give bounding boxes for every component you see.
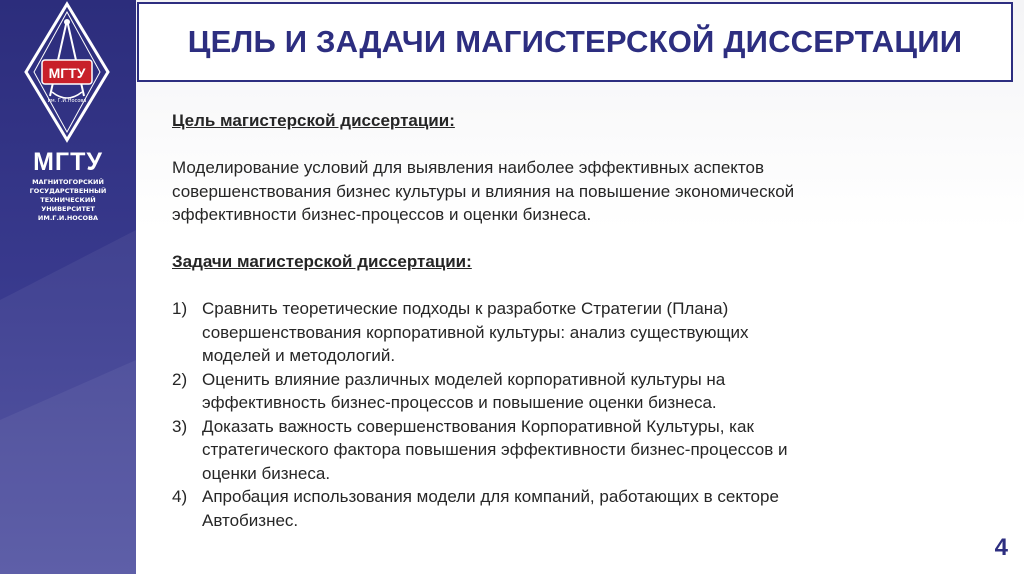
slide-content [172,109,962,532]
university-name-line: УНИВЕРСИТЕТ [41,205,95,213]
spacer [172,274,962,298]
task-text-line: совершенствования корпоративной культуры: анализ существующих [202,322,749,342]
task-number: 2) [172,369,188,389]
goal-text-line: совершенствования бизнес культуры и влияния на повышение экономической [172,181,795,201]
goal-text [172,156,962,227]
goal-text-line: эффективности бизнес-процессов и оценки бизнеса. [172,205,592,224]
task-text-line: Автобизнес. [202,510,299,530]
task-number: 4) [172,487,188,506]
task-number: 1) [172,299,188,318]
task-text-line: стратегического фактора повышения эффективности бизнес-процессов и [202,440,788,459]
goal-heading: Цель магистерской диссертации: [172,111,455,130]
task-text [202,415,962,486]
list-item [172,297,962,368]
task-text [202,485,962,532]
spacer [172,133,962,157]
task-text-line: Сравнить теоретические подходы к разработке Стратегии (Плана) [202,299,729,318]
tasks-heading: Задачи магистерской диссертации: [172,252,472,271]
list-item [172,485,962,532]
page-number: 4 [994,534,1008,561]
university-name-line: ТЕХНИЧЕСКИЙ [40,196,96,204]
goal-text-line: Моделирование условий для выявления наиболее эффективных аспектов [172,158,765,177]
sidebar [0,0,136,574]
task-text-line: оценки бизнеса. [202,463,331,483]
university-name-line: МАГНИТОГОРСКИЙ [32,178,104,186]
university-full-name [0,178,136,223]
university-name-line: ИМ.Г.И.НОСОВА [37,214,99,222]
task-number: 3) [172,416,188,436]
task-text [202,368,962,415]
logo-caption: им. Г.И.Носова [47,98,87,104]
university-name-line: ГОСУДАРСТВЕННЫЙ [29,187,107,195]
title-box [137,2,1013,82]
task-text-line: моделей и методологий. [202,346,396,365]
slide-title: ЦЕЛЬ И ЗАДАЧИ МАГИСТЕРСКОЙ ДИССЕРТАЦИИ [187,24,963,59]
list-item [172,368,962,415]
spacer [172,227,962,251]
task-text [202,297,962,368]
logo-text: МГТУ [48,65,86,81]
task-text-line: эффективность бизнес-процессов и повышение оценки бизнеса. [202,393,717,412]
task-text-line: Оценить влияние различных моделей корпоративной культуры на [202,369,726,389]
task-list [172,297,962,532]
task-text-line: Доказать важность совершенствования Корпоративной Культуры, как [202,416,754,436]
university-abbreviation: МГТУ [33,148,103,176]
university-logo [22,0,112,148]
list-item [172,415,962,486]
task-text-line: Апробация использования модели для компаний, работающих в секторе [202,487,779,506]
